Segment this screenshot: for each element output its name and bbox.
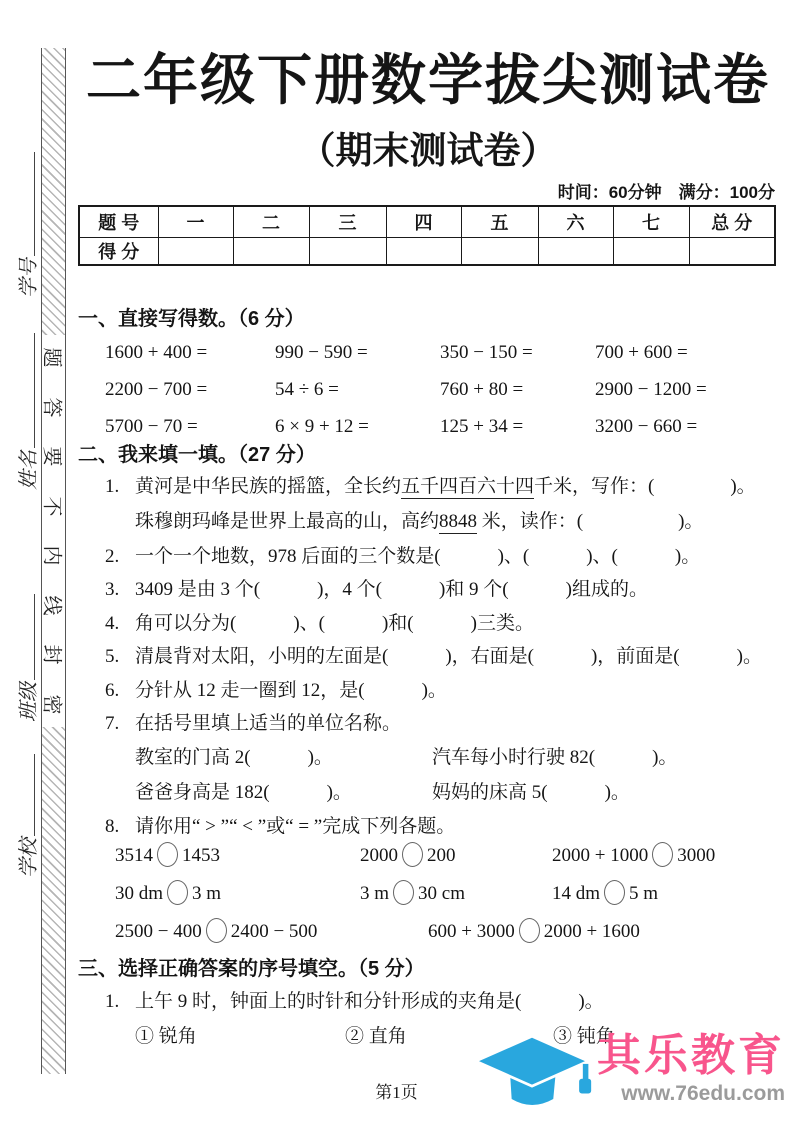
question-text: 千米，写作：( )。 [534,476,756,497]
header-cell: 三 [309,206,386,237]
seal-char: 内 [40,545,62,566]
comparison-answer-circle [604,880,625,905]
question-text: 上午 9 时，钟面上的时针和分针形成的夹角是( )。 [135,991,604,1012]
comparison-problem [428,918,640,943]
section-3-heading: 三、选择正确答案的序号填空。（5 分） [78,958,425,980]
publisher-text-block [597,1032,785,1106]
seal-line-strip [41,48,66,1074]
question-text: 请你用“ > ”“ < ”或“ = ”完成下列各题。 [135,816,456,837]
comparison-left: 30 dm [115,883,164,904]
class-text: 班级 [16,682,40,722]
comparison-right: 30 cm [418,883,465,904]
comparison-left: 3514 [115,845,153,866]
class-label [12,594,41,722]
question-text: 分针从 12 走一圈到 12，是( )。 [135,680,447,701]
question-2-6 [105,675,447,702]
header-cell: 七 [613,206,689,237]
seal-line-text [42,335,65,727]
comparison-right: 3 m [192,883,222,904]
option-3: ③ 钝角 [553,1026,615,1047]
student-id-blank-line [20,152,35,256]
header-cell: 一 [158,206,233,237]
paper-subtitle: （期末测试卷） [298,130,558,171]
time-and-score-info: 时间：60分钟 满分：100分 [557,183,775,202]
student-id-text: 学号 [16,258,40,298]
math-problem: 6 × 9 + 12 = [275,416,369,437]
graduation-cap-icon [471,1032,593,1123]
school-label [12,754,41,878]
section-2-heading: 二、我来填一填。（27 分） [78,444,316,466]
option-1: ① 锐角 [135,1026,197,1047]
student-name-blank-line [20,333,35,448]
math-problem: 2900 − 1200 = [595,379,707,400]
header-cell: 题 号 [79,206,158,237]
comparison-right: 3000 [677,845,716,866]
question-2-7 [105,708,401,735]
comparison-problem [552,880,658,905]
question-text: 一个一个地数，978 后面的三个数是( )、( )、( )。 [135,546,701,567]
comparison-answer-circle [167,880,188,905]
question-number: 8. [105,816,120,837]
comparison-left: 14 dm [552,883,601,904]
math-problem: 1600 + 400 = [105,342,208,363]
comparison-left: 3 m [360,883,390,904]
underlined-text: 五千四百六十四 [401,476,535,497]
score-table-score-row [79,237,775,265]
underlined-text: 8848 [439,511,478,532]
question-number: 1. [105,476,120,497]
comparison-right: 2400 − 500 [230,921,318,942]
math-problem: 990 − 590 = [275,342,368,363]
question-text: 珠穆朗玛峰是世界上最高的山，高约 [135,511,440,532]
comparison-answer-circle [652,842,673,867]
question-2-7-sub-d: 妈妈的床高 5( )。 [432,782,630,803]
comparison-right: 2000 + 1600 [543,921,640,942]
question-number: 2. [105,546,120,567]
empty-score-cell [158,237,233,265]
question-number: 1. [105,991,120,1012]
question-2-8 [105,811,455,838]
question-text: 3409 是由 3 个( )，4 个( )和 9 个( )组成的。 [135,579,648,600]
school-text: 学校 [16,838,40,878]
comparison-answer-circle [206,918,227,943]
question-text: 在括号里填上适当的单位名称。 [135,713,402,734]
empty-score-cell [461,237,538,265]
math-problem: 2200 − 700 = [105,379,208,400]
comparison-right: 5 m [629,883,659,904]
question-2-1-line-1 [105,471,756,498]
comparison-answer-circle [402,842,423,867]
section-1-heading: 一、直接写得数。（6 分） [78,308,305,330]
page-number: 第1页 [375,1083,418,1102]
question-2-7-sub-a: 教室的门高 2( )。 [135,747,333,768]
student-name-text: 姓名 [16,450,40,490]
question-text: 角可以分为( )、( )和( )三类。 [135,613,534,634]
math-problem: 5700 − 70 = [105,416,198,437]
question-number: 7. [105,713,120,734]
question-number: 4. [105,613,120,634]
comparison-problem [552,842,715,867]
math-problem: 54 ÷ 6 = [275,379,339,400]
header-cell: 四 [386,206,461,237]
comparison-left: 2500 − 400 [115,921,202,942]
comparison-right: 1453 [182,845,220,866]
question-2-2 [105,541,700,568]
empty-score-cell [309,237,386,265]
comparison-problem [115,918,317,943]
comparison-left: 2000 [360,845,398,866]
question-text: 米，读作：( )。 [477,511,704,532]
seal-char: 不 [40,496,62,517]
question-2-1-line-2 [135,506,703,533]
comparison-right: 200 [427,845,456,866]
option-2: ② 直角 [345,1026,407,1047]
header-cell: 二 [233,206,309,237]
comparison-answer-circle [519,918,540,943]
score-table-header-row [79,206,775,237]
empty-score-cell [233,237,309,265]
question-2-3 [105,574,648,601]
header-cell: 总 分 [689,206,775,237]
publisher-logo [471,1032,785,1123]
student-id-label [12,152,41,298]
comparison-problem [115,842,220,867]
question-3-1 [105,986,604,1013]
seal-char: 要 [40,446,62,467]
math-problem: 125 + 34 = [440,416,524,437]
seal-char: 答 [40,397,62,418]
section-1-problems-grid [105,334,707,445]
publisher-name: 其乐教育 [597,1031,785,1080]
paper-title: 二年级下册数学拔尖测试卷 [85,49,770,111]
comparison-problem [115,880,221,905]
student-name-label [12,333,41,490]
question-number: 5. [105,646,120,667]
seal-char: 题 [40,347,62,368]
comparison-problem [360,880,465,905]
question-text: 黄河是中华民族的摇篮，全长约 [135,476,402,497]
class-blank-line [20,594,35,680]
header-cell: 六 [538,206,613,237]
publisher-url: www.76edu.com [621,1082,785,1105]
empty-score-cell [538,237,613,265]
score-row-label: 得 分 [79,237,158,265]
comparison-problem [360,842,456,867]
math-problem: 350 − 150 = [440,342,533,363]
seal-char: 封 [40,644,62,665]
math-problem: 700 + 600 = [595,342,688,363]
question-2-5 [105,641,762,668]
comparison-left: 2000 + 1000 [552,845,649,866]
question-text: 清晨背对太阳，小明的左面是( )，右面是( )，前面是( )。 [135,646,762,667]
question-2-7-sub-c: 爸爸身高是 182( )。 [135,782,352,803]
school-blank-line [20,754,35,836]
comparison-answer-circle [393,880,414,905]
comparison-left: 600 + 3000 [428,921,515,942]
seal-char: 密 [40,694,62,715]
score-table [78,205,776,266]
empty-score-cell [689,237,775,265]
empty-score-cell [386,237,461,265]
math-problem: 3200 − 660 = [595,416,698,437]
empty-score-cell [613,237,689,265]
math-problem: 760 + 80 = [440,379,524,400]
question-2-4 [105,608,534,635]
header-cell: 五 [461,206,538,237]
question-number: 3. [105,579,120,600]
question-number: 6. [105,680,120,701]
question-2-7-sub-b: 汽车每小时行驶 82( )。 [432,747,678,768]
seal-char: 线 [40,595,62,616]
comparison-answer-circle [157,842,178,867]
